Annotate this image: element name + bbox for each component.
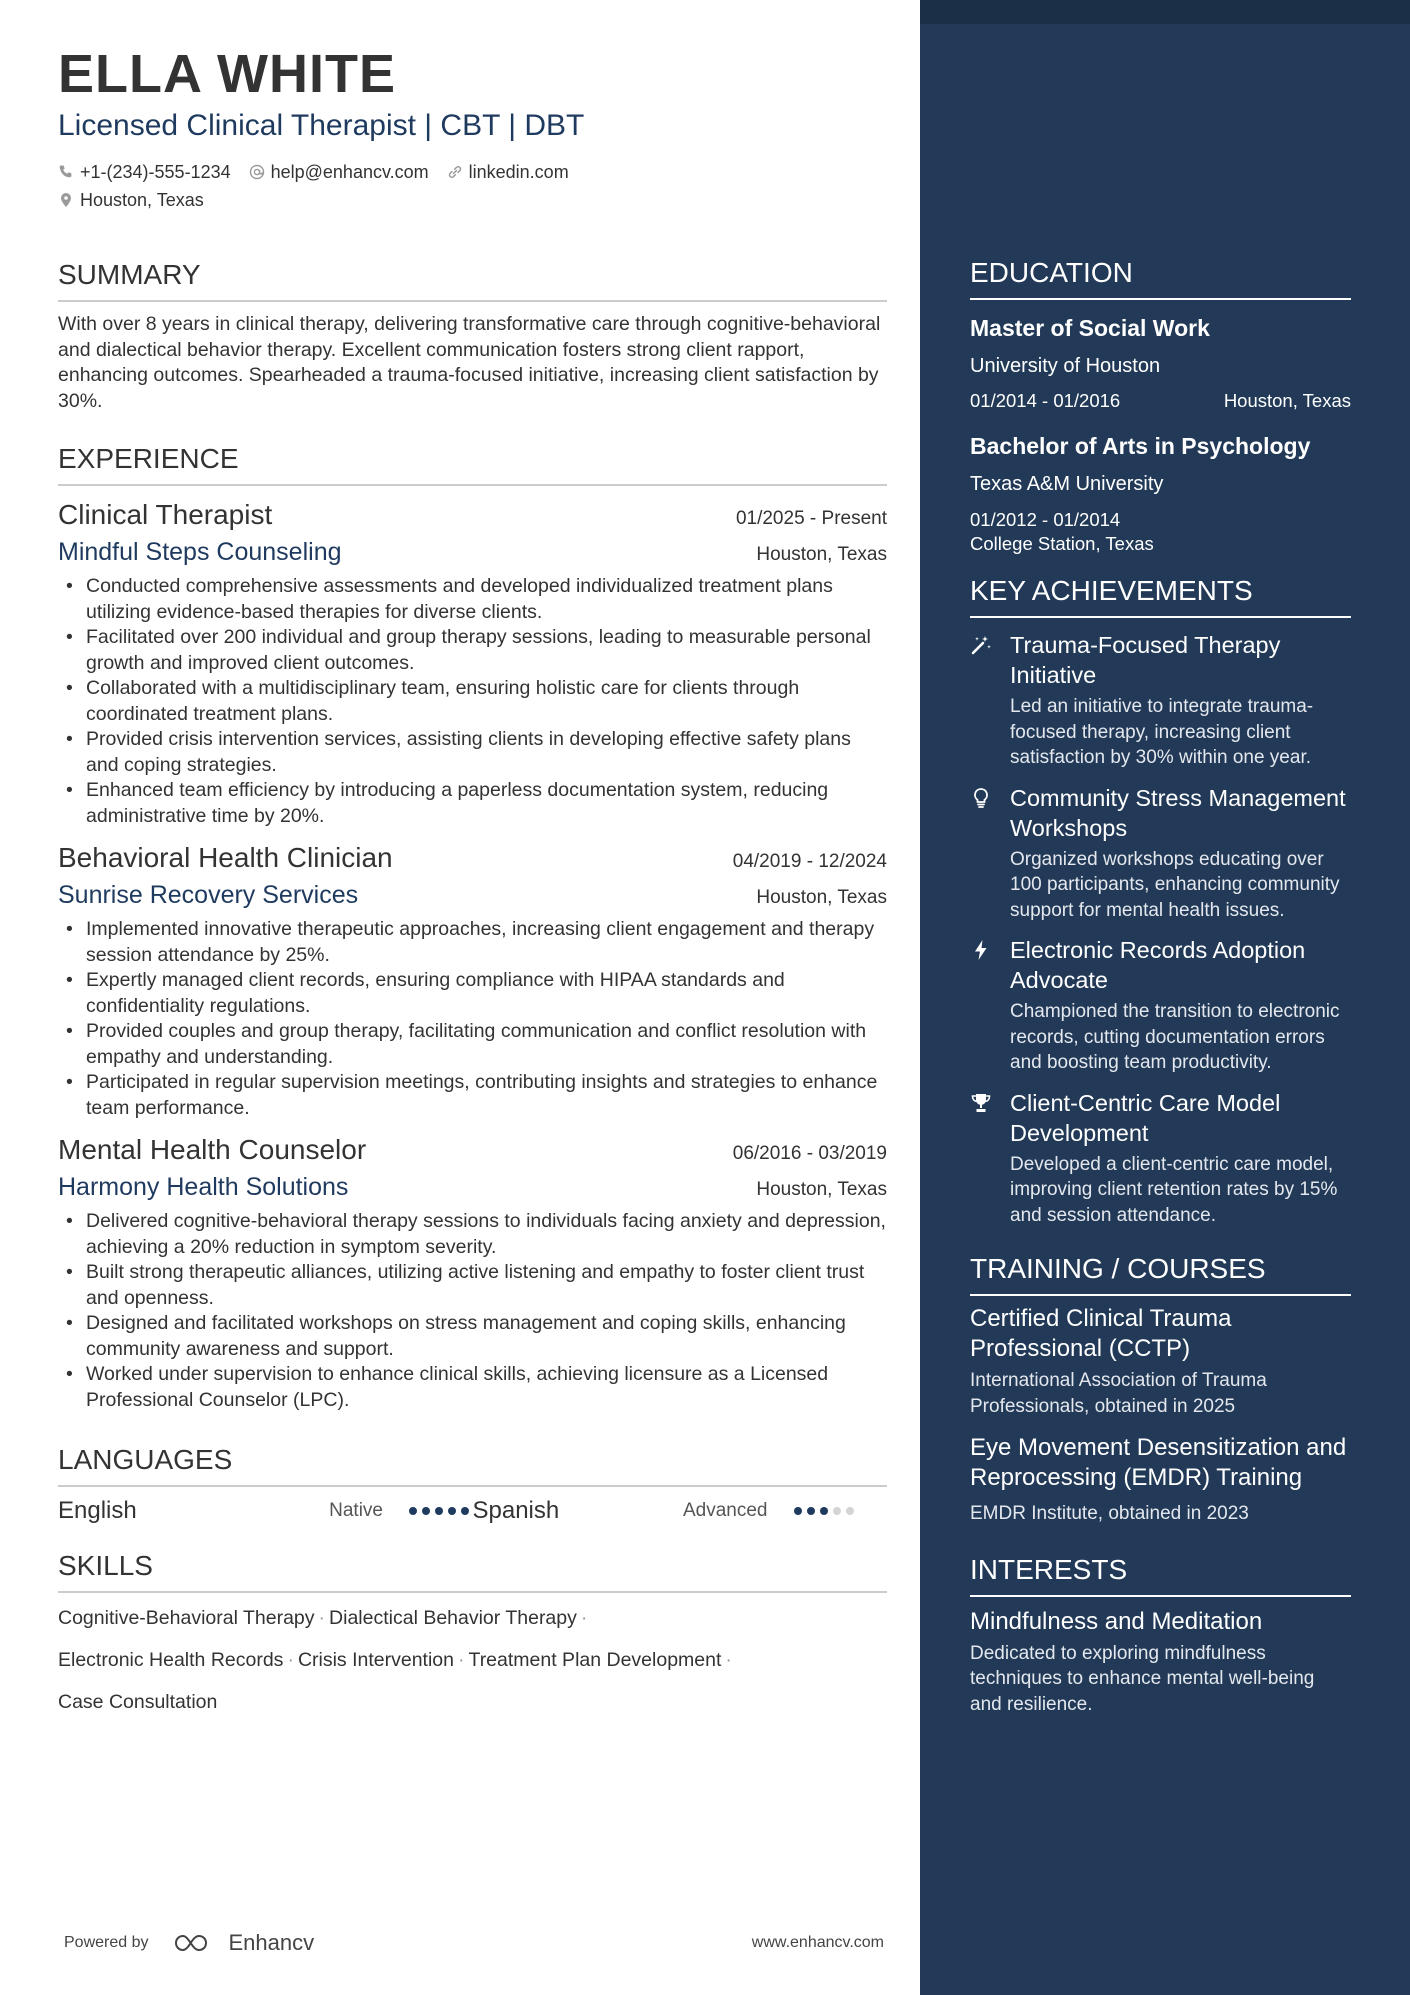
language-level: Native bbox=[329, 1500, 383, 1521]
experience-section bbox=[58, 442, 887, 1413]
job-location: Houston, Texas bbox=[756, 1179, 887, 1200]
achievements-section bbox=[970, 574, 1351, 1228]
language-rating bbox=[794, 1507, 854, 1515]
education-item bbox=[970, 426, 1351, 556]
achievement-title: Electronic Records Adoption Advocate bbox=[1010, 937, 1306, 993]
rating-dot-filled bbox=[461, 1507, 469, 1515]
phone-contact[interactable] bbox=[58, 158, 231, 186]
languages-heading: LANGUAGES bbox=[58, 1443, 887, 1487]
training-description: International Association of Trauma Professionals, obtained in 2025 bbox=[970, 1370, 1267, 1417]
education-location: Houston, Texas bbox=[1223, 390, 1351, 411]
job-bullet: • Collaborated with a multidisciplinary team, ensuring holistic care for clients through coordinated treatment plans. bbox=[58, 676, 887, 727]
job-company: Sunrise Recovery Services bbox=[58, 881, 359, 909]
job-entry bbox=[58, 496, 887, 829]
job-title: Clinical Therapist bbox=[58, 499, 273, 530]
training-item bbox=[970, 1304, 1351, 1419]
summary-text: With over 8 years in clinical therapy, delivering transformative care through cognitive-behavioral and dialectical behavior therapy. Excellent communication fosters strong client rapport, enhancing outcomes. Spearheaded a trauma-focused initiative, increasing client satisfaction by 30%. bbox=[58, 313, 881, 412]
education-location: College Station, Texas bbox=[970, 533, 1154, 554]
skill-tag: Cognitive-Behavioral Therapy bbox=[58, 1607, 315, 1629]
job-bullet: • Enhanced team efficiency by introducing a paperless documentation system, reducing administrative time by 20%. bbox=[58, 778, 887, 829]
interests-section bbox=[970, 1553, 1351, 1718]
language-item bbox=[473, 1497, 888, 1525]
languages-section bbox=[58, 1443, 887, 1525]
phone-text: +1-(234)-555-1234 bbox=[80, 162, 231, 182]
trophy-icon bbox=[970, 1092, 992, 1114]
interest-description: Dedicated to exploring mindfulness techniques to enhance mental well-being and resilience. bbox=[970, 1642, 1315, 1715]
email-contact[interactable] bbox=[249, 158, 429, 186]
sidebar bbox=[920, 0, 1410, 1995]
phone-icon bbox=[58, 164, 74, 180]
skills-list bbox=[58, 1597, 887, 1723]
skill-tag: Dialectical Behavior Therapy bbox=[329, 1607, 577, 1629]
rating-dot-filled bbox=[807, 1507, 815, 1515]
skill-line: Cognitive-Behavioral Therapy · Dialectical Behavior Therapy · bbox=[58, 1607, 588, 1629]
education-heading: EDUCATION bbox=[970, 256, 1351, 300]
achievement-title: Client-Centric Care Model Development bbox=[1010, 1089, 1281, 1146]
website-link[interactable]: www.enhancv.com bbox=[751, 1934, 884, 1951]
job-bullets bbox=[58, 1209, 887, 1413]
skill-tag: Crisis Intervention bbox=[297, 1649, 454, 1671]
achievement-description: Led an initiative to integrate trauma-focused therapy, increasing client satisfaction by 30% within one year. bbox=[1010, 696, 1314, 768]
footer bbox=[64, 1930, 884, 1956]
education-dates: 01/2014 - 01/2016 bbox=[970, 390, 1121, 411]
job-bullets bbox=[58, 574, 887, 829]
training-section bbox=[970, 1252, 1351, 1527]
skills-section bbox=[58, 1549, 887, 1723]
training-heading: TRAINING / COURSES bbox=[970, 1252, 1351, 1296]
training-title: Eye Movement Desensitization and Reprocessing (EMDR) Training bbox=[970, 1434, 1347, 1491]
job-dates: 04/2019 - 12/2024 bbox=[732, 851, 887, 872]
job-bullet: • Participated in regular supervision meetings, contributing insights and strategies to enhance team performance. bbox=[58, 1070, 887, 1121]
skill-tag: Electronic Health Records bbox=[58, 1649, 284, 1671]
language-rating bbox=[409, 1507, 469, 1515]
email-text: help@enhancv.com bbox=[270, 162, 429, 182]
interest-title: Mindfulness and Meditation bbox=[970, 1607, 1263, 1635]
brand-name: Enhancv bbox=[228, 1930, 315, 1955]
rating-dot-filled bbox=[448, 1507, 456, 1515]
summary-section bbox=[58, 258, 887, 414]
skill-line: Electronic Health Records · Crisis Intervention · Treatment Plan Development · bbox=[58, 1649, 732, 1671]
job-bullet: • Delivered cognitive-behavioral therapy sessions to individuals facing anxiety and depression, achieving a 20% reduction in symptom severity. bbox=[58, 1209, 887, 1260]
training-item bbox=[970, 1433, 1351, 1527]
job-bullet: • Provided crisis intervention services, assisting clients in developing effective safety plans and coping strategies. bbox=[58, 727, 887, 778]
education-school: University of Houston bbox=[970, 355, 1161, 377]
job-location: Houston, Texas bbox=[756, 544, 887, 565]
education-degree: Master of Social Work bbox=[970, 315, 1210, 341]
linkedin-contact[interactable] bbox=[447, 158, 569, 186]
skills-heading: SKILLS bbox=[58, 1549, 887, 1593]
skill-tag: Treatment Plan Development bbox=[468, 1649, 722, 1671]
training-title: Certified Clinical Trauma Professional (CCTP) bbox=[970, 1305, 1232, 1362]
rating-dot-filled bbox=[820, 1507, 828, 1515]
at-icon bbox=[249, 164, 265, 180]
job-bullets bbox=[58, 917, 887, 1121]
job-company: Harmony Health Solutions bbox=[58, 1173, 349, 1201]
summary-heading: SUMMARY bbox=[58, 258, 887, 302]
skill-line bbox=[58, 1681, 887, 1723]
lightning-icon bbox=[970, 939, 992, 961]
job-bullet: • Provided couples and group therapy, facilitating communication and conflict resolution with empathy and understanding. bbox=[58, 1019, 887, 1070]
job-entry bbox=[58, 1131, 887, 1413]
job-company: Mindful Steps Counseling bbox=[58, 538, 342, 566]
achievement-item bbox=[970, 630, 1351, 771]
education-dates: 01/2012 - 01/2014 bbox=[970, 509, 1121, 530]
main-column bbox=[58, 44, 887, 1723]
job-bullet: • Designed and facilitated workshops on stress management and coping skills, enhancing community awareness and support. bbox=[58, 1311, 887, 1362]
achievement-description: Developed a client-centric care model, improving client retention rates by 15% and session attendance. bbox=[1010, 1153, 1338, 1226]
job-dates: 06/2016 - 03/2019 bbox=[732, 1143, 887, 1164]
language-level: Advanced bbox=[682, 1500, 768, 1521]
interest-item bbox=[970, 1607, 1351, 1718]
achievement-title: Trauma-Focused Therapy Initiative bbox=[1010, 632, 1281, 688]
job-entry bbox=[58, 839, 887, 1121]
job-bullet: • Worked under supervision to enhance clinical skills, achieving licensure as a Licensed Professional Counselor (LPC). bbox=[58, 1362, 887, 1413]
job-bullet: • Expertly managed client records, ensuring compliance with HIPAA standards and confidentiality regulations. bbox=[58, 968, 887, 1019]
powered-by-text: Powered by bbox=[64, 1934, 149, 1951]
achievement-item bbox=[970, 783, 1351, 924]
achievements-heading: KEY ACHIEVEMENTS bbox=[970, 574, 1351, 618]
contact-info bbox=[58, 158, 887, 214]
rating-dot-filled bbox=[422, 1507, 430, 1515]
job-title: Behavioral Health Clinician bbox=[58, 842, 393, 873]
achievement-description: Championed the transition to electronic records, cutting documentation errors and boosting team productivity. bbox=[1010, 1001, 1340, 1073]
location-pin-icon bbox=[58, 192, 74, 208]
brand-logo[interactable] bbox=[173, 1930, 315, 1956]
link-icon bbox=[447, 164, 463, 180]
enhancv-logo-icon bbox=[173, 1932, 219, 1954]
language-name: English bbox=[58, 1497, 137, 1524]
lightbulb-icon bbox=[970, 787, 992, 809]
job-title: Mental Health Counselor bbox=[58, 1134, 367, 1165]
rating-dot-filled bbox=[435, 1507, 443, 1515]
interests-heading: INTERESTS bbox=[970, 1553, 1351, 1597]
job-bullet: • Implemented innovative therapeutic approaches, increasing client engagement and therapy session attendance by 25%. bbox=[58, 917, 887, 968]
education-degree: Bachelor of Arts in Psychology bbox=[970, 433, 1311, 459]
candidate-title: Licensed Clinical Therapist | CBT | DBT bbox=[58, 109, 585, 142]
skill-tag: Case Consultation bbox=[58, 1691, 218, 1713]
education-school: Texas A&M University bbox=[970, 473, 1164, 495]
language-item bbox=[58, 1497, 473, 1525]
job-bullet: • Facilitated over 200 individual and group therapy sessions, leading to measurable personal growth and improved client outcomes. bbox=[58, 625, 887, 676]
candidate-name: ELLA WHITE bbox=[58, 44, 396, 104]
wand-icon bbox=[970, 634, 992, 656]
sidebar-top-bar bbox=[920, 0, 1410, 24]
job-bullet: • Conducted comprehensive assessments and developed individualized treatment plans utilizing evidence-based therapies for diverse clients. bbox=[58, 574, 887, 625]
achievement-description: Organized workshops educating over 100 participants, enhancing community support for mental health issues. bbox=[1010, 848, 1340, 921]
rating-dot-filled bbox=[794, 1507, 802, 1515]
achievement-item bbox=[970, 1088, 1351, 1229]
language-name: Spanish bbox=[472, 1497, 560, 1524]
achievement-item bbox=[970, 935, 1351, 1076]
rating-dot-empty bbox=[833, 1507, 841, 1515]
job-dates: 01/2025 - Present bbox=[735, 508, 887, 529]
training-description: EMDR Institute, obtained in 2023 bbox=[970, 1503, 1249, 1524]
job-location: Houston, Texas bbox=[756, 887, 887, 908]
linkedin-text: linkedin.com bbox=[468, 162, 569, 182]
experience-heading: EXPERIENCE bbox=[58, 442, 887, 486]
education-item bbox=[970, 308, 1351, 418]
location-contact bbox=[58, 186, 204, 214]
achievement-title: Community Stress Management Workshops bbox=[1010, 784, 1346, 841]
job-bullet: • Built strong therapeutic alliances, utilizing active listening and empathy to foster client trust and openness. bbox=[58, 1260, 887, 1311]
rating-dot-empty bbox=[846, 1507, 854, 1515]
rating-dot-filled bbox=[409, 1507, 417, 1515]
location-text: Houston, Texas bbox=[80, 190, 204, 210]
education-section bbox=[970, 256, 1351, 556]
